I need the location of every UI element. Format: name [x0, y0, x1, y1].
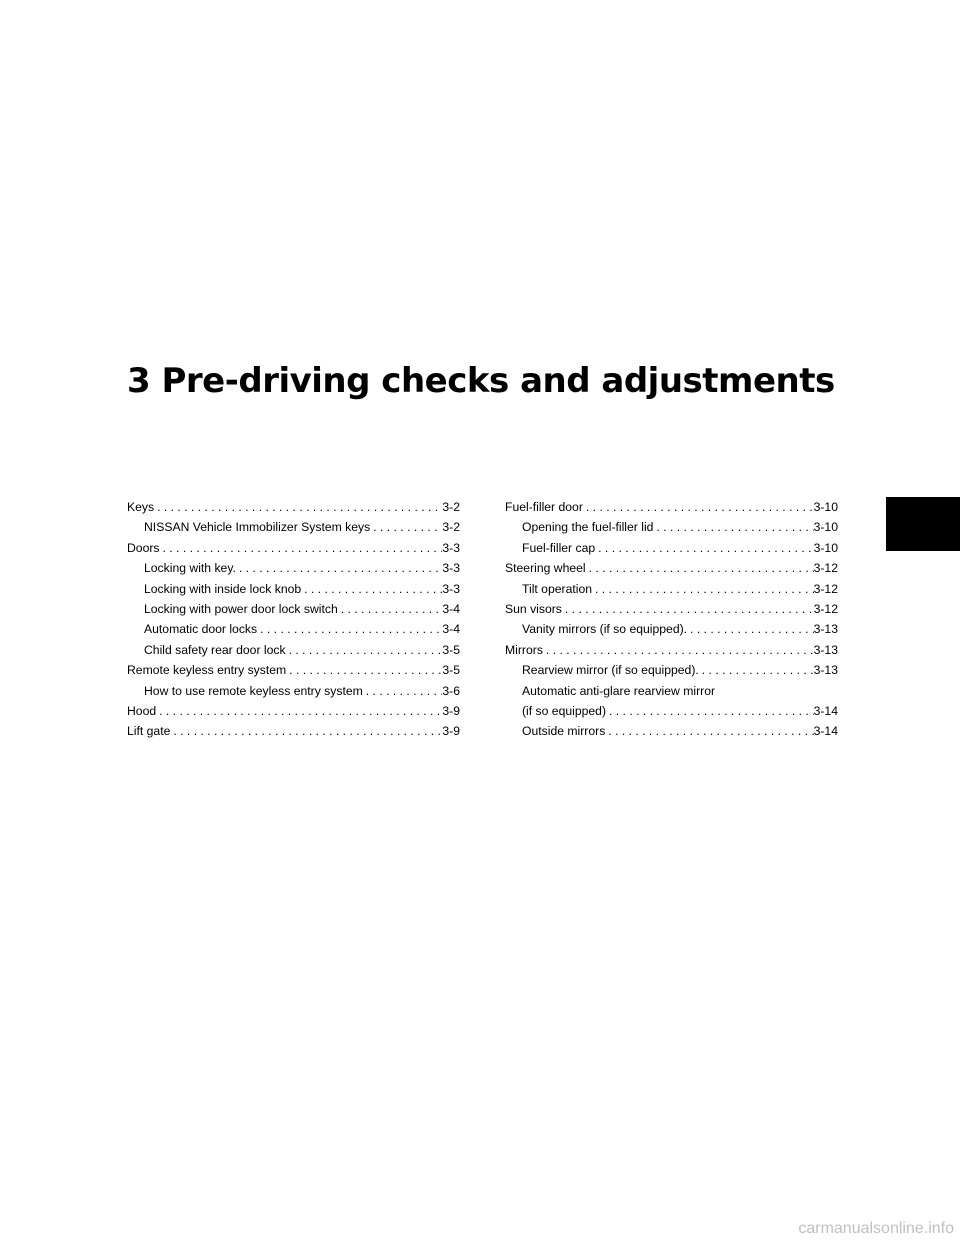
- toc-entry-label: Outside mirrors: [522, 724, 606, 739]
- toc-entry-page: 3-9: [442, 704, 460, 719]
- toc-entry-label: Hood: [127, 704, 157, 719]
- toc-dot-leader: [338, 599, 443, 619]
- toc-dot-leader: [160, 538, 443, 558]
- toc-entry-page: 3-13: [813, 663, 838, 678]
- toc-entry-label: Tilt operation: [522, 581, 593, 596]
- toc-entry-page: 3-13: [813, 622, 838, 637]
- toc-entry-page: 3-6: [442, 683, 460, 698]
- toc-entry-anti-glare-mirror-line2[interactable]: [505, 701, 838, 721]
- toc-entry-label: Locking with inside lock knob: [144, 581, 302, 596]
- toc-dot-leader: [562, 599, 814, 619]
- toc-dot-leader: [592, 579, 814, 599]
- toc-entry-label: Vanity mirrors (if so equipped).: [522, 622, 688, 637]
- toc-entry-inside-lock-knob[interactable]: [127, 579, 460, 599]
- toc-entry-page: 3-12: [813, 561, 838, 576]
- toc-entry-label: Child safety rear door lock: [144, 642, 286, 657]
- toc-entry-keys[interactable]: [127, 497, 460, 517]
- toc-entry-label: Locking with power door lock switch: [144, 602, 338, 617]
- toc-dot-leader: [286, 640, 443, 660]
- toc-entry-power-door-lock-switch[interactable]: [127, 599, 460, 619]
- toc-dot-leader: [605, 721, 813, 741]
- toc-entry-page: 3-3: [442, 540, 460, 555]
- toc-entry-page: 3-2: [442, 520, 460, 535]
- toc-entry-page: 3-4: [442, 602, 460, 617]
- toc-entry-locking-with-key[interactable]: [127, 558, 460, 578]
- toc-entry-steering-wheel[interactable]: [505, 558, 838, 578]
- toc-dot-leader: [586, 558, 814, 578]
- toc-entry-automatic-door-locks[interactable]: [127, 619, 460, 639]
- toc-entry-fuel-filler-door[interactable]: [505, 497, 838, 517]
- toc-dot-leader: [595, 538, 813, 558]
- toc-entry-page: 3-12: [813, 581, 838, 596]
- toc-entry-label: Remote keyless entry system: [127, 663, 287, 678]
- toc-entry-label: Keys: [127, 500, 155, 514]
- toc-entry-page: 3-12: [813, 602, 838, 617]
- toc-entry-doors[interactable]: [127, 538, 460, 558]
- toc-entry-label: Automatic door locks: [144, 622, 258, 637]
- toc-entry-mirrors[interactable]: [505, 640, 838, 660]
- toc-entry-page: 3-5: [442, 663, 460, 678]
- toc-entry-label: Locking with key.: [144, 561, 236, 576]
- toc-entry-lift-gate[interactable]: [127, 721, 460, 741]
- toc-entry-child-safety-lock[interactable]: [127, 640, 460, 660]
- toc-entry-outside-mirrors[interactable]: [505, 721, 838, 741]
- toc-entry-opening-fuel-filler-lid[interactable]: [505, 517, 838, 537]
- toc-entry-page: 3-4: [442, 622, 460, 637]
- toc-entry-label: How to use remote keyless entry system: [144, 683, 363, 698]
- toc-entry-page: 3-9: [442, 724, 460, 739]
- toc-entry-rearview-mirror[interactable]: [505, 660, 838, 680]
- toc-dot-leader: [257, 619, 442, 639]
- toc-entry-page: 3-14: [813, 724, 838, 739]
- toc-dot-leader: [699, 660, 814, 680]
- toc-entry-hood[interactable]: [127, 701, 460, 721]
- toc-entry-label: NISSAN Vehicle Immobilizer System keys: [144, 520, 371, 535]
- toc-dot-leader: [653, 517, 813, 537]
- toc-dot-leader: [170, 721, 442, 741]
- toc-dot-leader: [236, 558, 442, 578]
- chapter-tab-marker: [886, 497, 960, 551]
- toc-entry-remote-keyless-entry[interactable]: [127, 660, 460, 680]
- toc-entry-page: 3-10: [813, 500, 838, 514]
- toc-dot-leader: [286, 660, 442, 680]
- toc-entry-page: 3-2: [442, 500, 460, 514]
- toc-entry-label: Sun visors: [505, 602, 562, 617]
- toc-entry-label: (if so equipped): [522, 704, 607, 719]
- chapter-title: 3 Pre-driving checks and adjustments: [127, 361, 835, 401]
- toc-dot-leader: [687, 619, 814, 639]
- toc-dot-leader: [156, 701, 442, 721]
- toc-entry-fuel-filler-cap[interactable]: [505, 538, 838, 558]
- toc-entry-page: 3-10: [813, 520, 838, 535]
- watermark-text: carmanualsonline.info: [798, 1220, 954, 1237]
- toc-entry-label: Steering wheel: [505, 561, 586, 576]
- toc-dot-leader: [154, 497, 442, 517]
- toc-left-column: [127, 497, 460, 742]
- toc-entry-label: Lift gate: [127, 724, 171, 739]
- toc-entry-anti-glare-mirror-line1[interactable]: [505, 681, 838, 701]
- toc-dot-leader: [363, 681, 443, 701]
- toc-entry-page: 3-5: [442, 642, 460, 657]
- toc-entry-label: Fuel-filler door: [505, 500, 583, 514]
- toc-entry-immobilizer-keys[interactable]: [127, 517, 460, 537]
- toc-dot-leader: [606, 701, 814, 721]
- toc-entry-label: Doors: [127, 540, 160, 555]
- toc-entry-label: Fuel-filler cap: [522, 540, 596, 555]
- toc-dot-leader: [370, 517, 442, 537]
- toc-entry-page: 3-10: [813, 540, 838, 555]
- toc-entry-page: 3-13: [813, 642, 838, 657]
- toc-entry-label: Opening the fuel-filler lid: [522, 520, 654, 535]
- toc-entry-vanity-mirrors[interactable]: [505, 619, 838, 639]
- toc-entry-tilt-operation[interactable]: [505, 579, 838, 599]
- toc-right-column: [505, 497, 838, 742]
- toc-dot-leader: [301, 579, 442, 599]
- toc-entry-page: 3-14: [813, 704, 838, 719]
- toc-entry-label: Automatic anti-glare rearview mirror: [522, 683, 716, 698]
- toc-entry-page: 3-3: [442, 581, 460, 596]
- toc-dot-leader: [543, 640, 814, 660]
- toc-entry-page: 3-3: [442, 561, 460, 576]
- toc-entry-label: Mirrors: [505, 642, 543, 657]
- toc-entry-label: Rearview mirror (if so equipped).: [522, 663, 699, 678]
- toc-entry-sun-visors[interactable]: [505, 599, 838, 619]
- toc-entry-how-to-use-keyless[interactable]: [127, 681, 460, 701]
- toc-dot-leader: [583, 497, 814, 517]
